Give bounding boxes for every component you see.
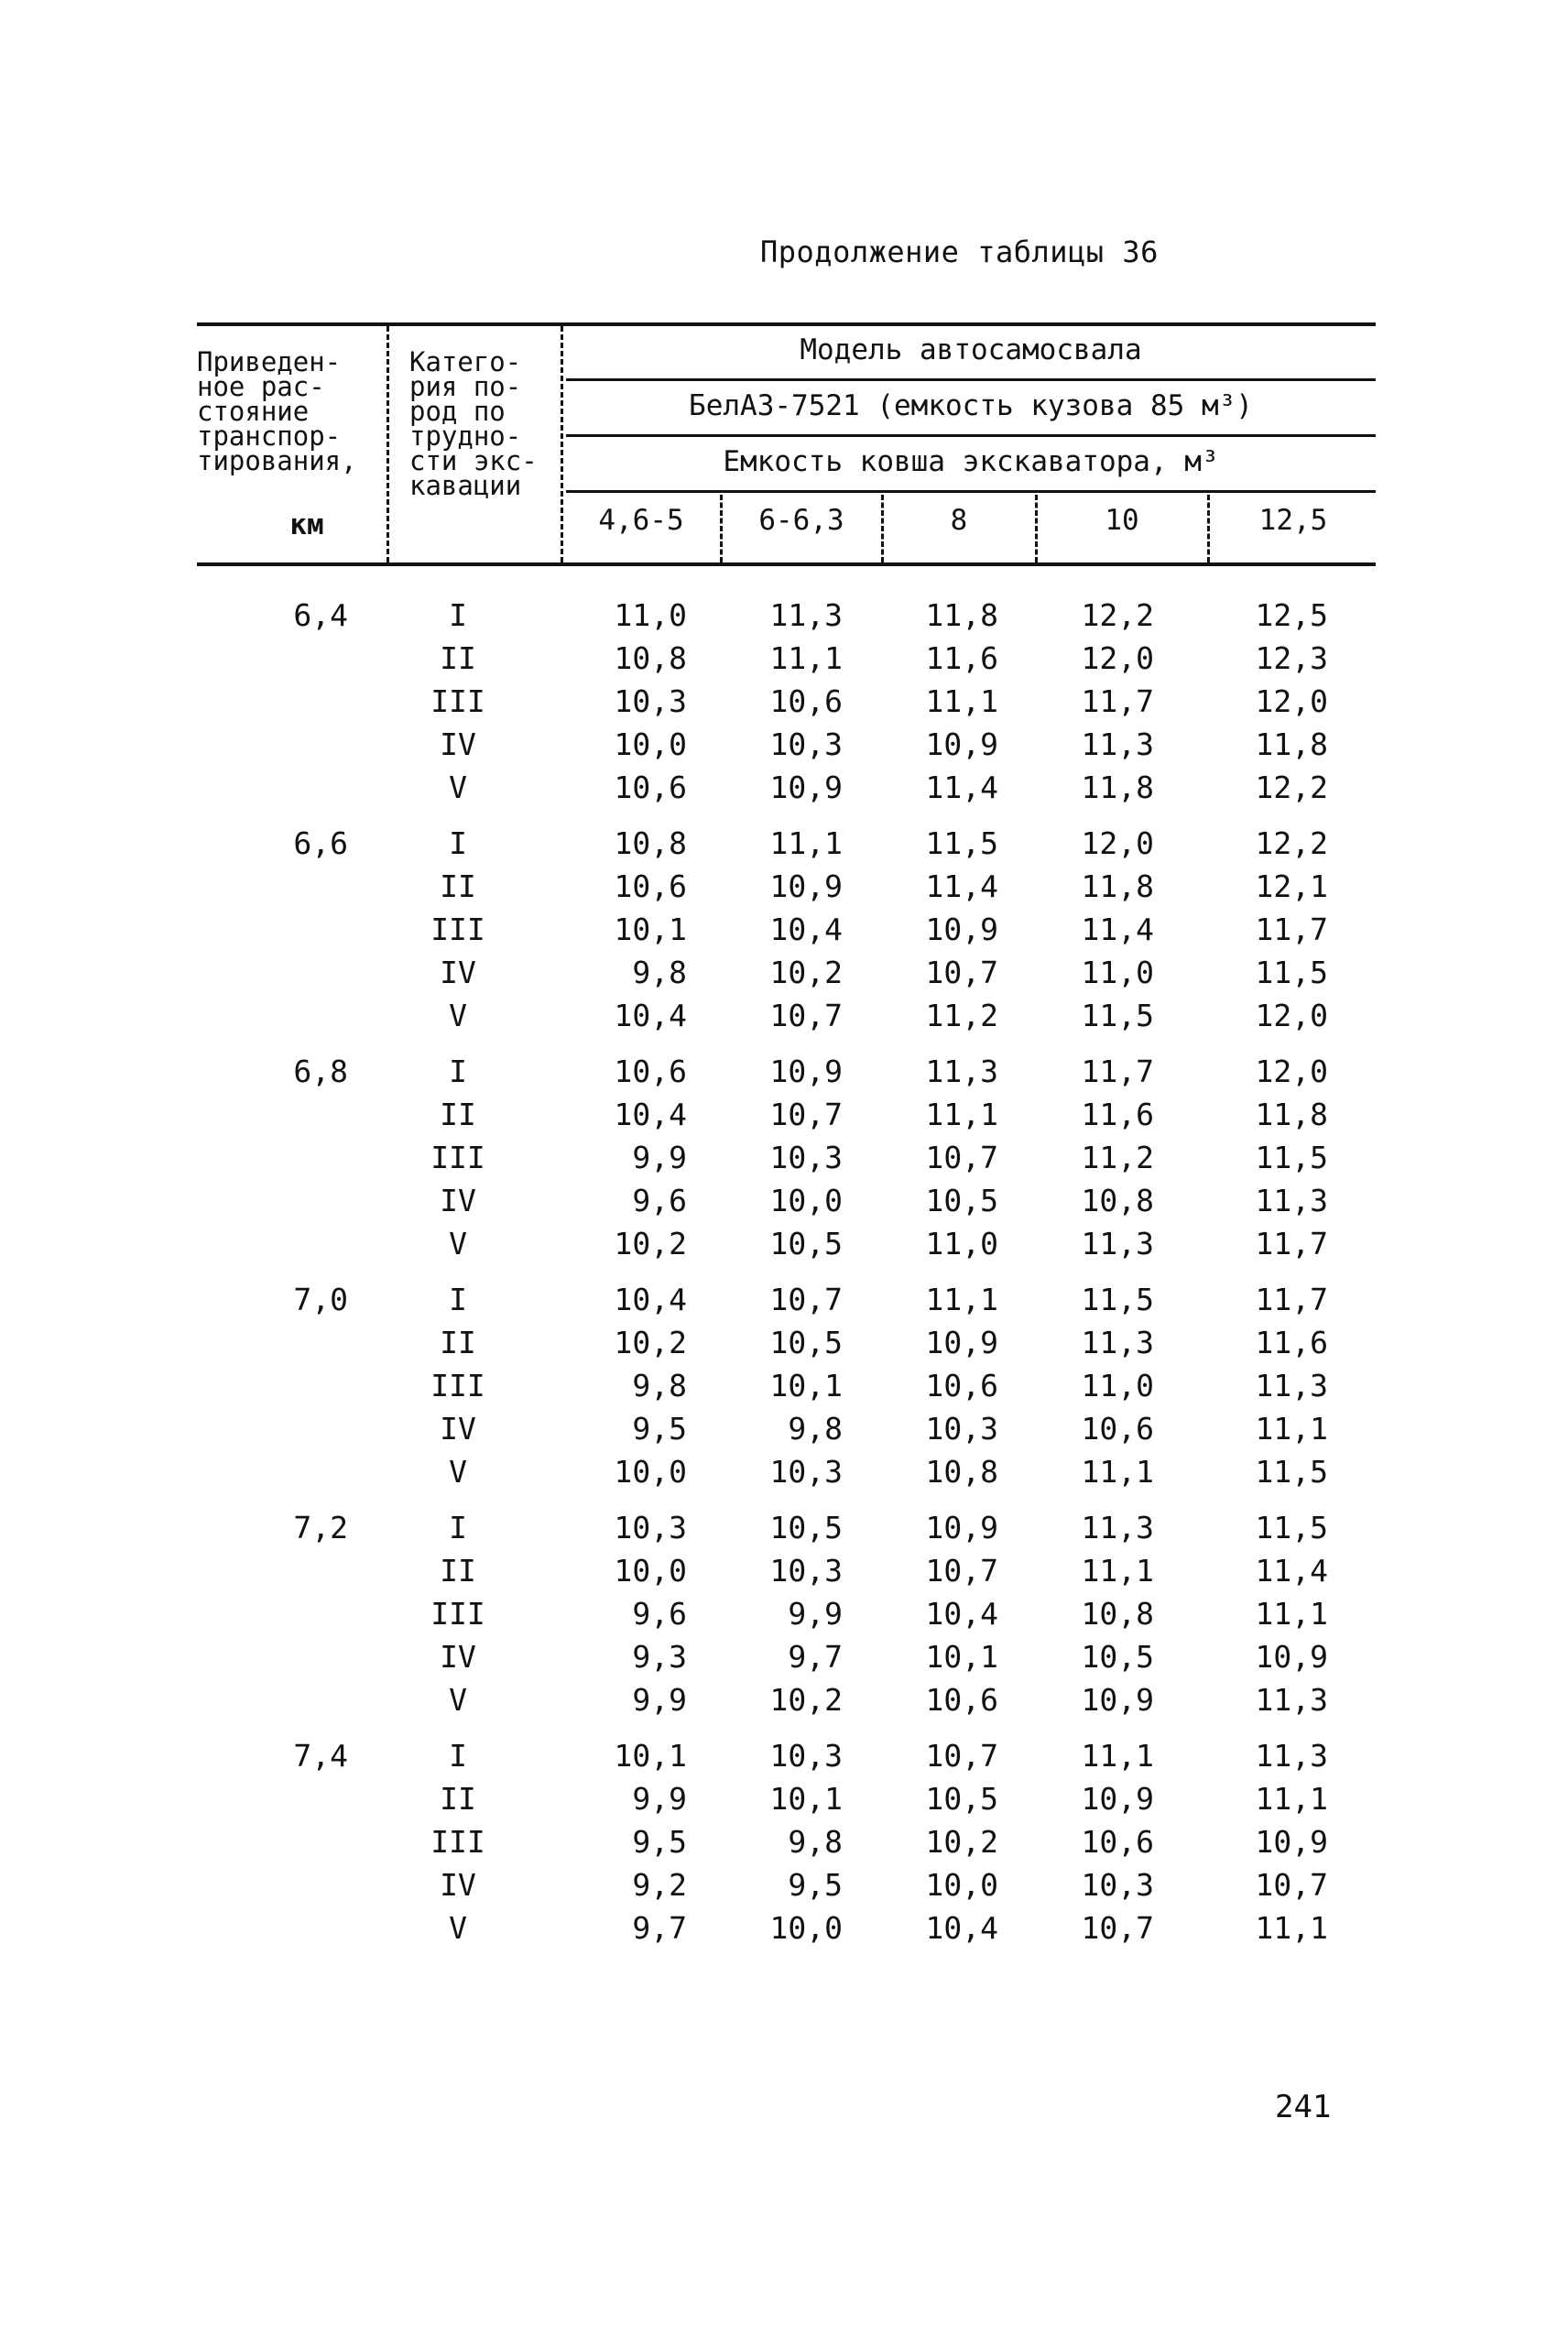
value-cell: 10,9	[769, 868, 843, 904]
table-row	[0, 1411, 1568, 1454]
distance-cell: 6,8	[293, 1054, 348, 1089]
value-cell: 11,2	[1081, 1140, 1154, 1175]
value-cell: 11,3	[1081, 1226, 1154, 1261]
value-cell: 10,6	[1081, 1411, 1154, 1447]
size-divider-3	[1035, 495, 1038, 562]
value-cell: 11,0	[1081, 1368, 1154, 1403]
value-cell: 9,8	[788, 1824, 843, 1860]
value-cell: 9,6	[632, 1183, 687, 1218]
value-cell: 12,2	[1081, 597, 1154, 633]
header-divider-1	[387, 326, 389, 562]
value-cell: 11,6	[1255, 1325, 1328, 1360]
category-cell: V	[449, 1910, 467, 1946]
value-cell: 12,3	[1255, 640, 1328, 676]
value-cell: 10,3	[925, 1411, 998, 1447]
category-cell: IV	[440, 1411, 476, 1447]
distance-cell: 6,6	[293, 825, 348, 861]
table-row	[0, 1510, 1568, 1553]
category-cell: IV	[440, 726, 476, 762]
table-row	[0, 683, 1568, 726]
value-cell: 11,0	[1081, 955, 1154, 990]
value-cell: 11,7	[1255, 1226, 1328, 1261]
value-cell: 10,9	[925, 726, 998, 762]
value-cell: 11,8	[1081, 868, 1154, 904]
value-cell: 10,9	[925, 1510, 998, 1545]
value-cell: 9,9	[632, 1781, 687, 1817]
header-truck: БелАЗ-7521 (емкость кузова 85 м³)	[689, 389, 1253, 422]
value-cell: 11,3	[1081, 1325, 1154, 1360]
value-cell: 9,8	[788, 1411, 843, 1447]
value-cell: 11,3	[1255, 1183, 1328, 1218]
value-cell: 10,1	[769, 1368, 843, 1403]
category-cell: I	[449, 1738, 467, 1774]
table-row	[0, 1781, 1568, 1824]
value-cell: 11,7	[1255, 1282, 1328, 1317]
category-cell: III	[430, 1140, 485, 1175]
value-cell: 11,7	[1081, 683, 1154, 719]
value-cell: 11,3	[1255, 1368, 1328, 1403]
value-cell: 10,5	[769, 1510, 843, 1545]
value-cell: 10,6	[614, 770, 687, 805]
table-row	[0, 1454, 1568, 1497]
category-cell: I	[449, 825, 467, 861]
value-cell: 12,0	[1255, 1054, 1328, 1089]
value-cell: 10,3	[614, 1510, 687, 1545]
value-cell: 11,8	[925, 597, 998, 633]
value-cell: 9,9	[632, 1682, 687, 1718]
value-cell: 10,8	[1081, 1183, 1154, 1218]
value-cell: 9,9	[632, 1140, 687, 1175]
value-cell: 10,3	[769, 1140, 843, 1175]
value-cell: 10,3	[769, 726, 843, 762]
value-cell: 10,7	[769, 1282, 843, 1317]
table-top-rule	[197, 322, 1376, 326]
table-row	[0, 1867, 1568, 1910]
value-cell: 10,5	[769, 1226, 843, 1261]
value-cell: 11,3	[1081, 726, 1154, 762]
value-cell: 10,2	[614, 1325, 687, 1360]
distance-cell: 7,4	[293, 1738, 348, 1774]
value-cell: 11,7	[1081, 1054, 1154, 1089]
value-cell: 9,5	[788, 1867, 843, 1903]
distance-cell: 7,0	[293, 1282, 348, 1317]
table-row	[0, 955, 1568, 998]
value-cell: 11,0	[925, 1226, 998, 1261]
value-cell: 11,8	[1255, 1097, 1328, 1132]
table-row	[0, 868, 1568, 912]
size-col-2: 6-6,3	[758, 504, 844, 537]
value-cell: 10,8	[614, 825, 687, 861]
value-cell: 11,1	[1255, 1781, 1328, 1817]
value-cell: 11,1	[769, 825, 843, 861]
value-cell: 12,2	[1255, 825, 1328, 861]
category-cell: V	[449, 1226, 467, 1261]
value-cell: 10,9	[1081, 1682, 1154, 1718]
value-cell: 11,3	[925, 1054, 998, 1089]
value-cell: 10,5	[925, 1781, 998, 1817]
table-row	[0, 1738, 1568, 1781]
size-divider-1	[720, 495, 723, 562]
table-row	[0, 1183, 1568, 1226]
value-cell: 10,5	[1081, 1639, 1154, 1675]
category-cell: I	[449, 1054, 467, 1089]
value-cell: 10,7	[1255, 1867, 1328, 1903]
value-cell: 9,5	[632, 1824, 687, 1860]
value-cell: 10,1	[614, 1738, 687, 1774]
table-row	[0, 1910, 1568, 1953]
value-cell: 11,3	[1081, 1510, 1154, 1545]
value-cell: 10,0	[614, 1553, 687, 1589]
table-row	[0, 597, 1568, 640]
value-cell: 10,7	[925, 1553, 998, 1589]
value-cell: 11,1	[1255, 1411, 1328, 1447]
header-category: Катего- рия по- род по трудно- сти экс- кавации	[409, 346, 538, 501]
value-cell: 10,2	[769, 955, 843, 990]
value-cell: 11,1	[1081, 1738, 1154, 1774]
value-cell: 10,8	[925, 1454, 998, 1490]
category-cell: II	[440, 868, 476, 904]
value-cell: 9,7	[632, 1910, 687, 1946]
table-row	[0, 912, 1568, 955]
table-row	[0, 1824, 1568, 1867]
header-distance: Приведен- ное рас- стояние транспор- тирования,	[197, 346, 357, 476]
value-cell: 10,6	[1081, 1824, 1154, 1860]
value-cell: 10,0	[769, 1183, 843, 1218]
table-row	[0, 1097, 1568, 1140]
size-col-3: 8	[950, 504, 968, 537]
value-cell: 10,4	[925, 1596, 998, 1632]
category-cell: IV	[440, 955, 476, 990]
value-cell: 9,5	[632, 1411, 687, 1447]
value-cell: 10,0	[925, 1867, 998, 1903]
value-cell: 10,4	[614, 998, 687, 1033]
value-cell: 10,3	[769, 1454, 843, 1490]
value-cell: 10,0	[614, 1454, 687, 1490]
category-cell: III	[430, 1596, 485, 1632]
category-cell: I	[449, 1282, 467, 1317]
value-cell: 11,6	[1081, 1097, 1154, 1132]
category-cell: III	[430, 1368, 485, 1403]
value-cell: 11,1	[1255, 1910, 1328, 1946]
value-cell: 10,9	[1081, 1781, 1154, 1817]
value-cell: 9,2	[632, 1867, 687, 1903]
value-cell: 10,7	[925, 1140, 998, 1175]
table-caption: Продолжение таблицы 36	[760, 235, 1159, 269]
value-cell: 10,3	[769, 1738, 843, 1774]
value-cell: 10,9	[1255, 1639, 1328, 1675]
value-cell: 12,5	[1255, 597, 1328, 633]
table-row	[0, 1682, 1568, 1725]
value-cell: 10,9	[925, 1325, 998, 1360]
value-cell: 10,4	[614, 1282, 687, 1317]
value-cell: 11,5	[1081, 1282, 1154, 1317]
category-cell: IV	[440, 1639, 476, 1675]
value-cell: 10,6	[614, 1054, 687, 1089]
value-cell: 11,2	[925, 998, 998, 1033]
header-rule-bucket	[566, 490, 1376, 493]
value-cell: 10,6	[769, 683, 843, 719]
header-bottom-rule	[197, 562, 1376, 566]
category-cell: I	[449, 1510, 467, 1545]
value-cell: 10,3	[614, 683, 687, 719]
value-cell: 10,8	[614, 640, 687, 676]
category-cell: V	[449, 1454, 467, 1490]
size-col-5: 12,5	[1258, 504, 1328, 537]
size-col-4: 10	[1105, 504, 1139, 537]
value-cell: 10,7	[769, 1097, 843, 1132]
value-cell: 11,0	[614, 597, 687, 633]
value-cell: 10,1	[614, 912, 687, 947]
header-rule-model	[566, 378, 1376, 381]
value-cell: 10,4	[614, 1097, 687, 1132]
header-distance-unit: км	[289, 508, 324, 541]
value-cell: 11,8	[1255, 726, 1328, 762]
value-cell: 11,5	[1081, 998, 1154, 1033]
value-cell: 12,0	[1255, 683, 1328, 719]
value-cell: 10,9	[769, 770, 843, 805]
value-cell: 11,7	[1255, 912, 1328, 947]
value-cell: 11,6	[925, 640, 998, 676]
value-cell: 9,7	[788, 1639, 843, 1675]
value-cell: 11,5	[1255, 955, 1328, 990]
value-cell: 11,3	[1255, 1738, 1328, 1774]
value-cell: 10,7	[1081, 1910, 1154, 1946]
category-cell: V	[449, 770, 467, 805]
category-cell: II	[440, 1781, 476, 1817]
value-cell: 10,7	[769, 998, 843, 1033]
category-cell: III	[430, 912, 485, 947]
value-cell: 10,6	[614, 868, 687, 904]
value-cell: 11,5	[1255, 1140, 1328, 1175]
value-cell: 11,3	[1255, 1682, 1328, 1718]
value-cell: 10,0	[769, 1910, 843, 1946]
value-cell: 9,9	[788, 1596, 843, 1632]
value-cell: 12,0	[1255, 998, 1328, 1033]
value-cell: 11,1	[925, 1097, 998, 1132]
size-divider-4	[1207, 495, 1210, 562]
table-row	[0, 1325, 1568, 1368]
value-cell: 10,9	[925, 912, 998, 947]
header-divider-2	[561, 326, 563, 562]
category-cell: V	[449, 998, 467, 1033]
table-row	[0, 1282, 1568, 1325]
value-cell: 11,3	[769, 597, 843, 633]
table-row	[0, 726, 1568, 770]
value-cell: 10,8	[1081, 1596, 1154, 1632]
value-cell: 9,8	[632, 1368, 687, 1403]
value-cell: 10,7	[925, 955, 998, 990]
table-row	[0, 1140, 1568, 1183]
value-cell: 11,8	[1081, 770, 1154, 805]
size-divider-2	[881, 495, 884, 562]
category-cell: II	[440, 1097, 476, 1132]
value-cell: 10,0	[614, 726, 687, 762]
value-cell: 11,4	[925, 868, 998, 904]
value-cell: 10,2	[925, 1824, 998, 1860]
page-number: 241	[1275, 2089, 1332, 2125]
value-cell: 11,4	[925, 770, 998, 805]
table-row	[0, 1553, 1568, 1596]
category-cell: II	[440, 1553, 476, 1589]
value-cell: 10,5	[769, 1325, 843, 1360]
value-cell: 11,5	[1255, 1510, 1328, 1545]
table-row	[0, 1596, 1568, 1639]
value-cell: 10,9	[769, 1054, 843, 1089]
table-row	[0, 998, 1568, 1041]
value-cell: 11,1	[1081, 1454, 1154, 1490]
header-model: Модель автосамосвала	[800, 333, 1142, 366]
value-cell: 10,4	[925, 1910, 998, 1946]
value-cell: 12,2	[1255, 770, 1328, 805]
value-cell: 11,5	[925, 825, 998, 861]
value-cell: 10,6	[925, 1682, 998, 1718]
value-cell: 12,0	[1081, 825, 1154, 861]
value-cell: 11,4	[1081, 912, 1154, 947]
category-cell: I	[449, 597, 467, 633]
value-cell: 9,8	[632, 955, 687, 990]
value-cell: 10,2	[614, 1226, 687, 1261]
value-cell: 10,9	[1255, 1824, 1328, 1860]
value-cell: 11,1	[925, 1282, 998, 1317]
value-cell: 12,0	[1081, 640, 1154, 676]
category-cell: II	[440, 1325, 476, 1360]
value-cell: 10,7	[925, 1738, 998, 1774]
distance-cell: 6,4	[293, 597, 348, 633]
table-row	[0, 1054, 1568, 1097]
category-cell: IV	[440, 1183, 476, 1218]
table-row	[0, 825, 1568, 868]
value-cell: 9,6	[632, 1596, 687, 1632]
value-cell: 11,1	[925, 683, 998, 719]
header-rule-truck	[566, 434, 1376, 437]
value-cell: 10,5	[925, 1183, 998, 1218]
value-cell: 11,1	[1255, 1596, 1328, 1632]
table-row	[0, 640, 1568, 683]
table-row	[0, 770, 1568, 813]
value-cell: 10,2	[769, 1682, 843, 1718]
table-row	[0, 1368, 1568, 1411]
value-cell: 10,6	[925, 1368, 998, 1403]
value-cell: 11,4	[1255, 1553, 1328, 1589]
table-row	[0, 1226, 1568, 1269]
category-cell: III	[430, 683, 485, 719]
category-cell: IV	[440, 1867, 476, 1903]
category-cell: V	[449, 1682, 467, 1718]
value-cell: 10,4	[769, 912, 843, 947]
category-cell: III	[430, 1824, 485, 1860]
value-cell: 10,3	[769, 1553, 843, 1589]
value-cell: 11,1	[1081, 1553, 1154, 1589]
value-cell: 10,1	[925, 1639, 998, 1675]
value-cell: 10,1	[769, 1781, 843, 1817]
category-cell: II	[440, 640, 476, 676]
value-cell: 12,1	[1255, 868, 1328, 904]
value-cell: 11,1	[769, 640, 843, 676]
value-cell: 11,5	[1255, 1454, 1328, 1490]
distance-cell: 7,2	[293, 1510, 348, 1545]
header-bucket: Емкость ковша экскаватора, м³	[723, 445, 1219, 478]
table-row	[0, 1639, 1568, 1682]
size-col-1: 4,6-5	[598, 504, 684, 537]
value-cell: 9,3	[632, 1639, 687, 1675]
value-cell: 10,3	[1081, 1867, 1154, 1903]
